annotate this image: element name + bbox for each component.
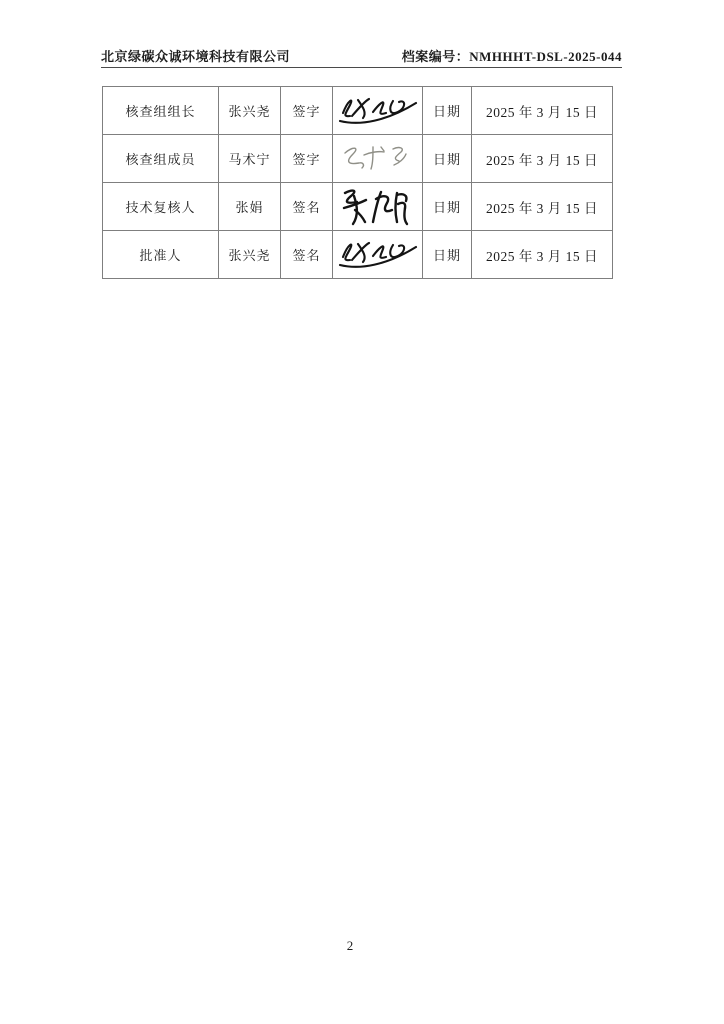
date-cell: 2025 年 3 月 15 日 — [472, 231, 613, 279]
handwritten-signature-mashuning — [333, 135, 422, 182]
name-cell: 马术宁 — [219, 135, 281, 183]
signature-cell — [333, 87, 423, 135]
sign-label-cell: 签字 — [281, 87, 333, 135]
table-row — [103, 231, 613, 279]
archive-number-label: 档案编号： — [401, 49, 470, 64]
date-label-cell: 日期 — [423, 183, 472, 231]
table-row — [103, 87, 613, 135]
signature-cell — [333, 135, 423, 183]
role-cell: 技术复核人 — [103, 183, 219, 231]
sign-label-cell: 签字 — [281, 135, 333, 183]
name-cell: 张娟 — [219, 183, 281, 231]
role-cell: 核查组成员 — [103, 135, 219, 183]
date-cell: 2025 年 3 月 15 日 — [472, 183, 613, 231]
signature-cell — [333, 231, 423, 279]
archive-number — [402, 46, 622, 65]
date-label-cell: 日期 — [423, 87, 472, 135]
page-number: 2 — [346, 938, 354, 953]
document-header — [101, 46, 622, 65]
date-cell: 2025 年 3 月 15 日 — [472, 87, 613, 135]
header-divider — [101, 67, 622, 68]
role-cell: 批准人 — [103, 231, 219, 279]
date-cell: 2025 年 3 月 15 日 — [472, 135, 613, 183]
date-label-cell: 日期 — [423, 231, 472, 279]
signature-table — [102, 86, 613, 279]
signature-cell — [333, 183, 423, 231]
company-name: 北京绿碳众诚环境科技有限公司 — [101, 49, 291, 64]
role-cell: 核查组组长 — [103, 87, 219, 135]
sign-label-cell: 签名 — [281, 183, 333, 231]
handwritten-signature-zhangxingyao — [333, 231, 422, 278]
name-cell: 张兴尧 — [219, 87, 281, 135]
table-row — [103, 183, 613, 231]
name-cell: 张兴尧 — [219, 231, 281, 279]
handwritten-signature-zhangjuan — [333, 183, 422, 230]
archive-number-value: NMHHHT-DSL-2025-044 — [469, 49, 622, 64]
sign-label-cell: 签名 — [281, 231, 333, 279]
table-row — [103, 135, 613, 183]
date-label-cell: 日期 — [423, 135, 472, 183]
handwritten-signature-zhangxingyao — [333, 87, 422, 134]
